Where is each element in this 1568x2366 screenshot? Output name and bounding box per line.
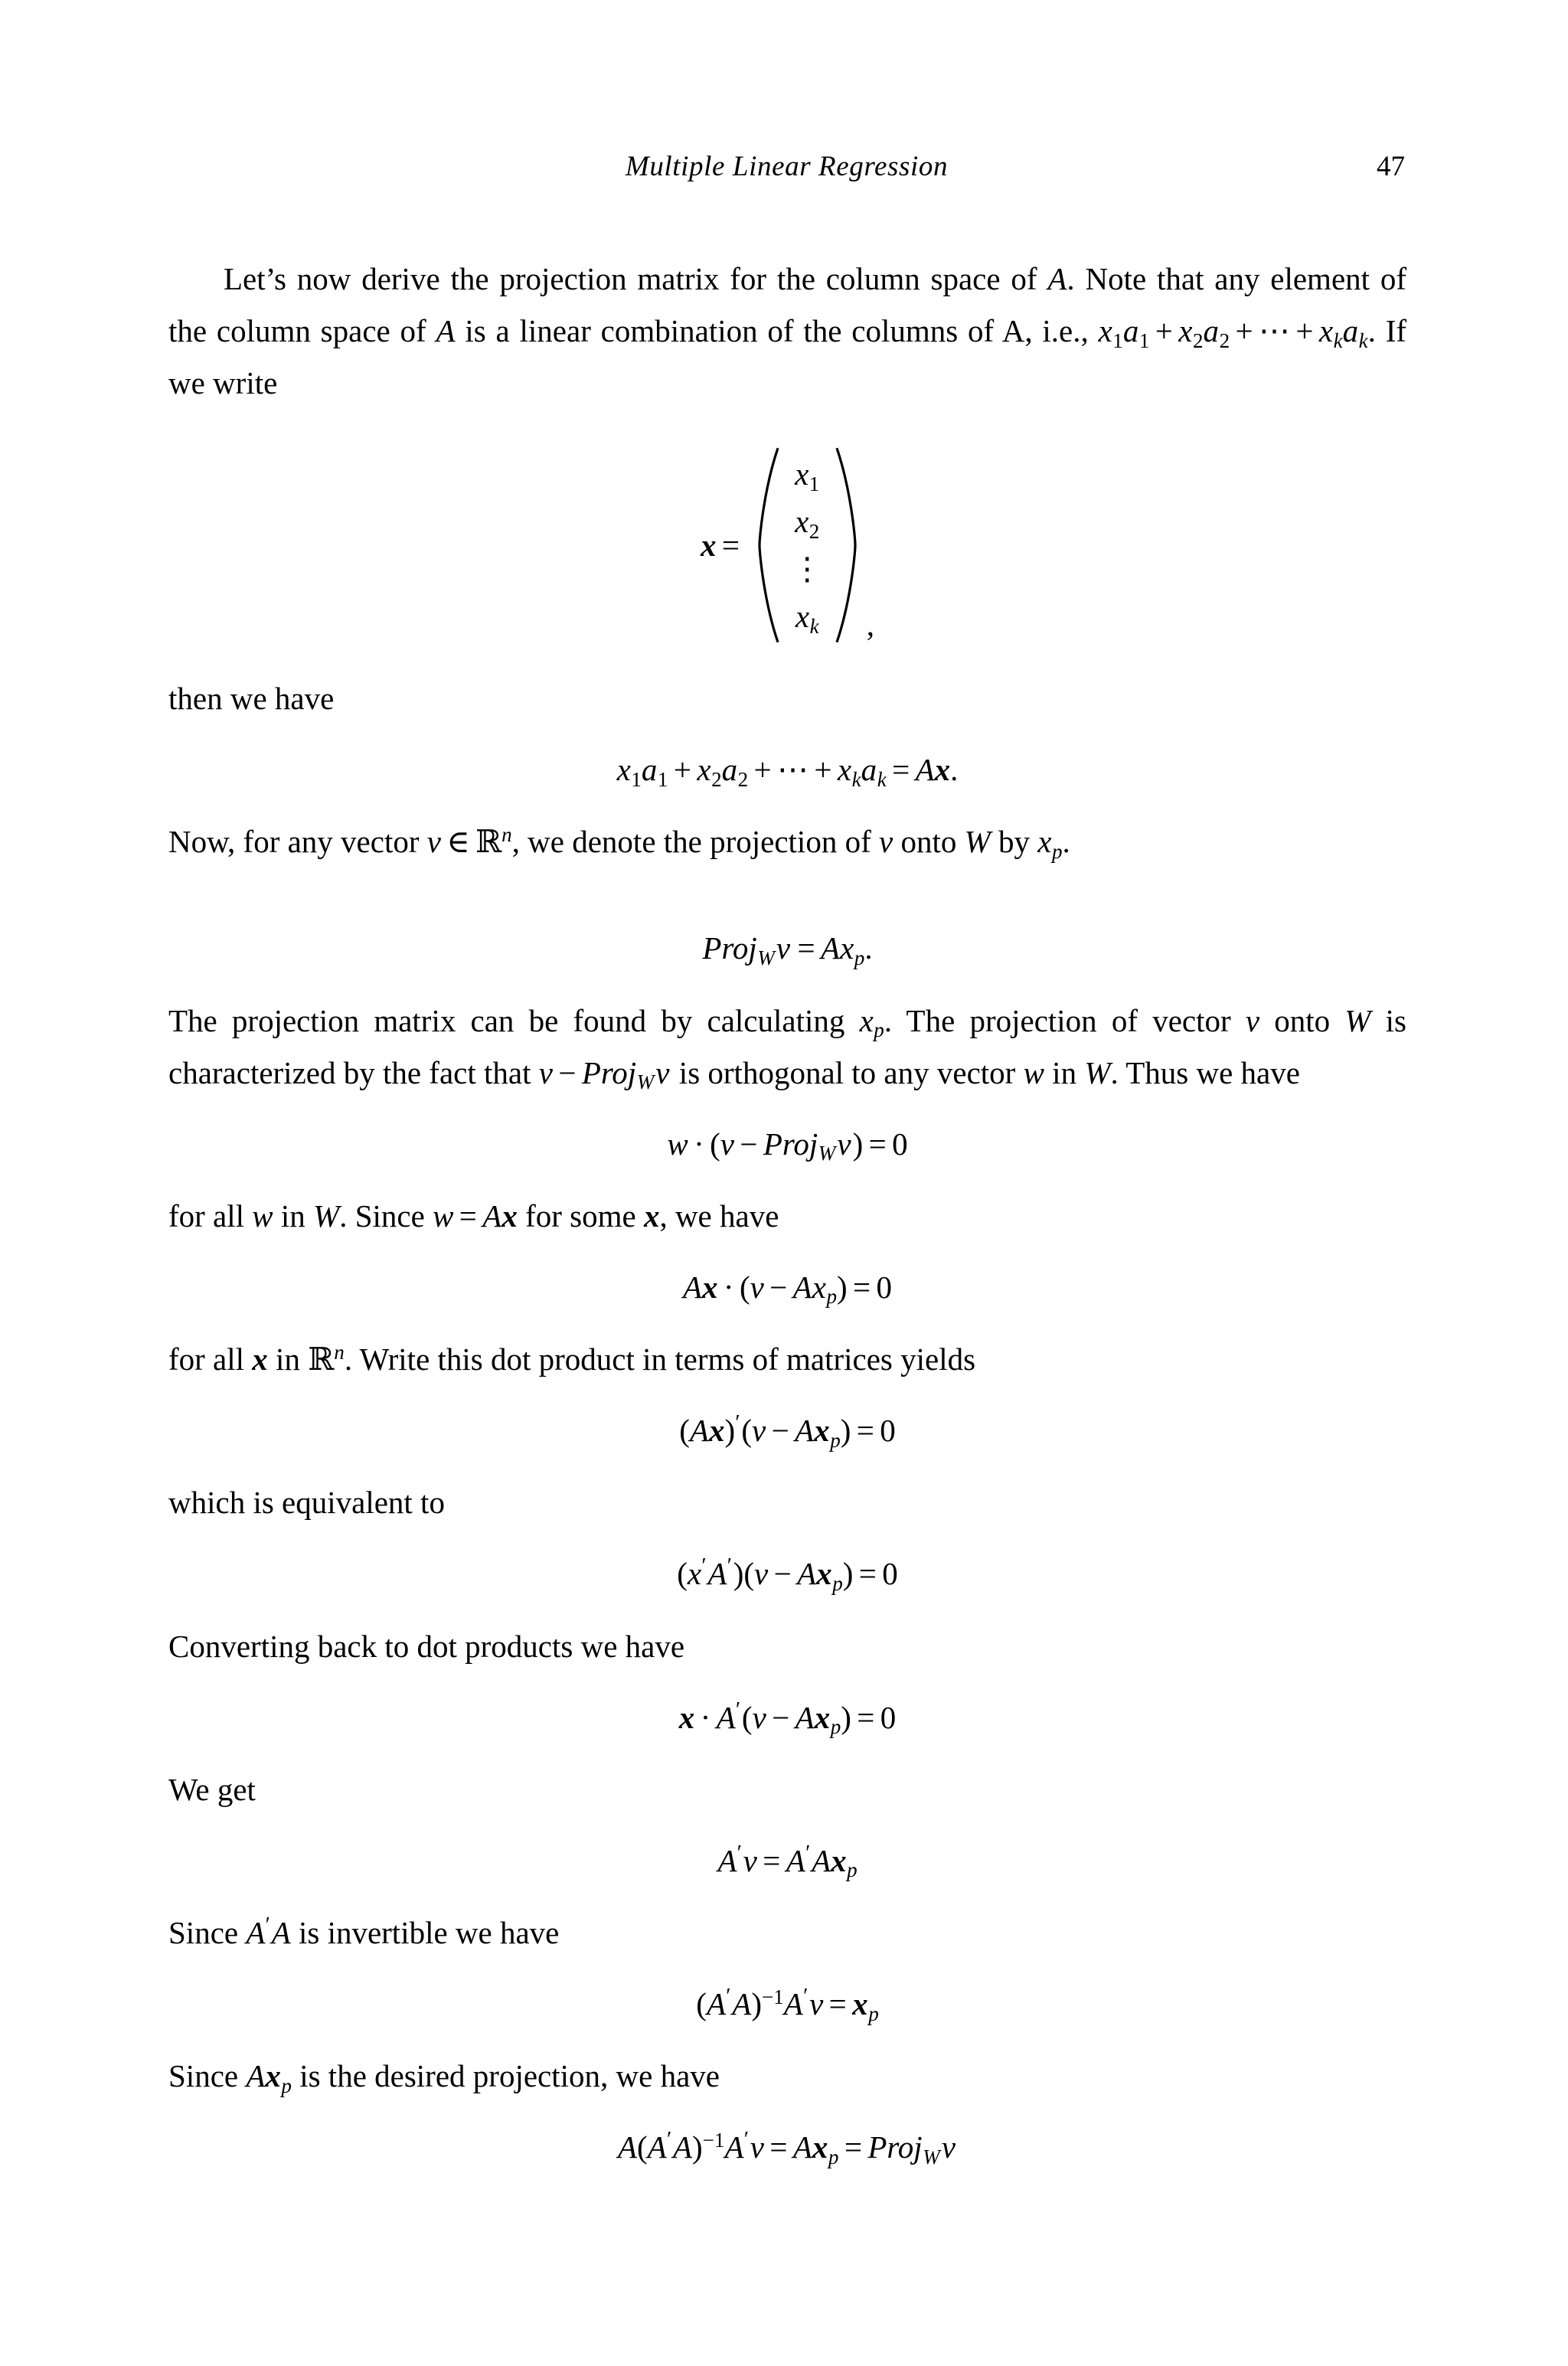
math-right-paren: ) [751, 1986, 762, 2021]
math-subscript: p [826, 1285, 837, 1309]
math-var-A: A [724, 2129, 744, 2165]
math-operator-equals: = [763, 1842, 781, 1878]
math-prime: ′ [737, 1840, 742, 1865]
math-operator-dot: · [723, 1269, 734, 1305]
math-prime: ′ [803, 1984, 808, 2009]
spacer [168, 2024, 1406, 2050]
math-left-paren: ( [677, 1556, 688, 1592]
math-var-v: v [837, 1126, 851, 1162]
spacer [168, 724, 1406, 750]
math-number-zero: 0 [892, 1126, 908, 1162]
math-prime: ′ [727, 1554, 732, 1579]
math-var-A: A [482, 1198, 502, 1234]
text-run: . Thus we have [1110, 1054, 1300, 1090]
math-var-x-bold: x [702, 1269, 718, 1305]
spacer [168, 1737, 1406, 1763]
display-equation-normal-equations [168, 1841, 1406, 1881]
display-equation-vector-x [168, 444, 1406, 646]
math-left-paren: ( [743, 1556, 755, 1592]
math-var-x-bold: x [816, 1556, 832, 1592]
inline-math-linear-combination [1098, 313, 1368, 352]
math-var-A: A [732, 1986, 752, 2021]
matrix-column-entries [781, 444, 834, 646]
math-subscript: p [828, 2145, 839, 2168]
math-var-x: x [697, 752, 711, 787]
spacer [168, 1099, 1406, 1125]
math-var-A: A [706, 1986, 726, 2021]
matrix-parenthesized [755, 444, 860, 646]
math-var-v: v [720, 1126, 734, 1162]
math-var-x: x [859, 1002, 874, 1038]
paragraph-which-is-equivalent: which is equivalent to [168, 1485, 445, 1521]
math-prime: ′ [805, 1840, 811, 1865]
text-run: . If we write [168, 313, 1407, 400]
math-subscript: 2 [711, 767, 722, 791]
math-left-paren: ( [741, 1699, 753, 1735]
math-cdots: ⋯ [1258, 313, 1290, 348]
math-var-A: A [792, 2129, 812, 2165]
math-var-a: a [1342, 313, 1359, 348]
equation-lhs [701, 527, 755, 564]
math-operator-equals: = [721, 528, 740, 563]
math-var-w: w [667, 1126, 688, 1162]
math-operator-dot: · [694, 1126, 704, 1162]
math-cdots: ⋯ [777, 752, 809, 787]
math-left-paren: ( [741, 1413, 753, 1448]
text-run: for some [517, 1198, 644, 1234]
math-operator-equals: = [459, 1198, 477, 1234]
text-run: in [1044, 1054, 1085, 1090]
text-run: . Since [339, 1198, 433, 1234]
math-right-paren: ) [724, 1413, 736, 1448]
math-var-v: v [752, 1413, 766, 1448]
math-right-paren: ) [840, 1413, 851, 1448]
math-var-a: a [861, 752, 877, 787]
math-operator-plus: + [1235, 313, 1253, 348]
text-run: Since [168, 2058, 247, 2094]
math-subscript: 2 [1193, 328, 1204, 352]
math-operator-equals: = [797, 930, 815, 966]
math-blackboard-R: ℝ [475, 823, 502, 861]
text-run: in [273, 1198, 314, 1234]
math-var-x: x [795, 599, 810, 634]
math-var-v: v [750, 2129, 764, 2165]
math-var-x: x [1318, 313, 1334, 348]
math-var-x-bold: x [814, 1699, 831, 1735]
math-operator-equals: = [828, 1986, 847, 2021]
math-var-x-bold: x [252, 1341, 268, 1377]
spacer [168, 1385, 1406, 1411]
display-equation-projection-definition [168, 929, 1406, 968]
running-head-title: Multiple Linear Regression [625, 151, 949, 182]
paragraph-intro [168, 253, 1406, 409]
math-prime: ′ [735, 1697, 741, 1722]
math-var-A: A [795, 1413, 815, 1448]
math-subscript: 1 [1112, 328, 1123, 352]
math-left-paren: ( [696, 1986, 707, 2021]
spacer [168, 646, 1406, 672]
math-right-paren: ) [842, 1556, 854, 1592]
text-run: Since [168, 1915, 247, 1950]
math-var-A: A [783, 1986, 803, 2021]
math-operator-minus: − [740, 1126, 758, 1162]
text-run: by [990, 824, 1038, 860]
math-var-x: x [812, 1269, 826, 1305]
math-operator-plus: + [814, 752, 832, 787]
text-run: , we denote the projection of [511, 824, 879, 860]
math-subscript: p [830, 1715, 841, 1739]
math-var-x-bold: x [501, 1198, 518, 1234]
display-equation-projection-matrix-final [168, 2128, 1406, 2167]
paragraph-for-all-w [168, 1190, 1406, 1242]
math-superscript: n [334, 1340, 345, 1364]
math-var-v: v [809, 1986, 824, 2021]
math-var-x-bold: x [934, 752, 951, 787]
math-number-zero: 0 [880, 1413, 896, 1448]
math-left-paren: ( [636, 2129, 648, 2165]
math-right-paren: ) [692, 2129, 703, 2165]
math-right-paren: ) [841, 1699, 851, 1735]
math-var-x-bold: x [708, 1413, 725, 1448]
math-right-paren: ) [836, 1269, 848, 1305]
math-var-w: w [433, 1198, 454, 1234]
math-var-x: x [687, 1556, 702, 1592]
spacer [168, 789, 1406, 815]
math-var-x: x [1178, 313, 1193, 348]
math-operator-equals: = [853, 1269, 871, 1305]
math-subscript: 2 [808, 519, 820, 543]
math-var-A: A [689, 1413, 709, 1448]
math-var-x-bold: x [678, 1699, 695, 1735]
math-var-A: A [795, 1699, 815, 1735]
math-prime: ′ [701, 1554, 707, 1579]
spacer [168, 969, 1406, 995]
math-subscript-W: W [923, 2145, 940, 2168]
spacer [168, 1450, 1406, 1476]
math-superscript: n [501, 823, 512, 847]
matrix-entry [795, 450, 819, 498]
math-var-A: A [647, 2129, 667, 2165]
math-subscript-W: W [757, 946, 775, 969]
paragraph-for-all-x-in-Rn [168, 1333, 1406, 1385]
math-right-paren: ) [852, 1126, 864, 1162]
math-operator-plus: + [673, 752, 691, 787]
math-operator-plus: + [753, 752, 772, 787]
math-subscript: 1 [631, 767, 642, 791]
math-var-A: A [1047, 261, 1067, 296]
math-subscript: 2 [1219, 328, 1230, 352]
math-var-A: A [915, 752, 935, 787]
spacer [168, 409, 1406, 444]
math-var-v: v [776, 930, 791, 966]
equation-trailing-comma: , [866, 606, 874, 642]
math-var-w: w [252, 1198, 273, 1234]
display-equation-Ax-dot [168, 1268, 1406, 1307]
math-operator-minus: − [558, 1054, 577, 1090]
math-var-x: x [840, 930, 854, 966]
math-subscript: k [1333, 328, 1343, 352]
spacer [168, 1528, 1406, 1554]
text-run: , we have [659, 1198, 779, 1234]
paragraph-now-for-any-vector [168, 815, 1406, 868]
math-var-a: a [1203, 313, 1220, 348]
spacer [168, 1594, 1406, 1620]
math-subscript: p [281, 2074, 292, 2097]
text-run: is orthogonal to any vector [671, 1054, 1024, 1090]
math-prime: ′ [743, 2127, 750, 2152]
math-var-A: A [246, 2058, 266, 2094]
math-blackboard-R: ℝ [308, 1341, 335, 1377]
math-var-x-bold: x [852, 1986, 868, 2021]
math-var-a: a [1122, 313, 1139, 348]
matrix-vertical-dots: ⋮ [791, 551, 823, 587]
math-operator-equals: = [892, 752, 910, 787]
spacer [168, 903, 1406, 929]
math-prime: ′ [265, 1913, 270, 1938]
math-var-a: a [721, 752, 738, 787]
spacer [168, 1815, 1406, 1841]
math-var-A: A [682, 1269, 703, 1305]
math-var-v: v [743, 1842, 757, 1878]
math-var-A: A [617, 2129, 637, 2165]
paragraph-we-get: We get [168, 1771, 256, 1807]
math-var-A: A [716, 1699, 736, 1735]
math-operator-minus: − [772, 1699, 790, 1735]
right-paren-icon [834, 444, 860, 646]
matrix-entry [795, 498, 819, 545]
math-var-x: x [1037, 824, 1052, 860]
math-var-A: A [797, 1556, 817, 1592]
math-var-x-bold: x [814, 1413, 830, 1448]
math-var-A: A [672, 2129, 692, 2165]
running-head [168, 150, 1405, 196]
text-run: in [267, 1341, 309, 1377]
math-var-x: x [1098, 313, 1112, 348]
math-subscript: 1 [1138, 328, 1150, 352]
math-subscript: 1 [657, 767, 668, 791]
math-number-zero: 0 [880, 1699, 897, 1735]
math-var-x-bold: x [812, 2129, 828, 2165]
spacer [168, 1672, 1406, 1698]
math-var-W: W [1344, 1002, 1371, 1038]
text-run: Let’s now derive the projection matrix for the column space of [224, 261, 1048, 296]
math-var-v: v [754, 1556, 769, 1592]
math-var-w: w [1023, 1054, 1044, 1090]
paragraph-since-desired-projection [168, 2050, 1406, 2102]
math-operator-equals: = [844, 2129, 862, 2165]
math-operator-minus: − [769, 1269, 788, 1305]
math-var-x-bold: x [265, 2058, 281, 2094]
math-operator-dot: · [700, 1699, 711, 1735]
math-left-paren: ( [710, 1126, 720, 1162]
math-var-v: v [538, 1054, 553, 1090]
math-var-v: v [752, 1699, 766, 1735]
math-period: . [864, 930, 873, 966]
display-equation-expanded-transpose [168, 1554, 1406, 1593]
math-operator-plus: + [1295, 313, 1314, 348]
math-var-v: v [941, 2129, 956, 2165]
math-operator-Proj: Proj [867, 2129, 923, 2165]
text-run: . [1062, 824, 1070, 860]
text-run: for all [168, 1198, 253, 1234]
math-var-A: A [436, 313, 456, 348]
paragraph-since-invertible [168, 1907, 1406, 1959]
math-var-W: W [313, 1198, 340, 1234]
math-number-zero: 0 [876, 1269, 893, 1305]
text-run: Now, for any vector [168, 824, 427, 860]
math-subscript: k [877, 767, 887, 791]
math-exponent-inverse: −1 [702, 2129, 725, 2152]
math-var-x-bold: x [831, 1842, 847, 1878]
math-subscript: k [1358, 328, 1368, 352]
math-var-W: W [964, 824, 991, 860]
text-run: . Note that any element of the column space of [168, 261, 1406, 348]
math-var-A: A [821, 930, 841, 966]
spacer [168, 1242, 1406, 1268]
math-var-A: A [786, 1842, 805, 1878]
math-var-A: A [246, 1915, 266, 1950]
math-operator-equals: = [856, 1413, 874, 1448]
math-var-x: x [616, 752, 631, 787]
display-equation-transpose-form [168, 1411, 1406, 1450]
spacer [168, 1959, 1406, 1985]
math-var-x-bold: x [643, 1198, 660, 1234]
math-prime: ′ [735, 1410, 740, 1436]
math-operator-Proj: Proj [763, 1126, 818, 1162]
math-exponent-inverse: −1 [761, 1985, 784, 2008]
inline-math-v-minus-proj [538, 1054, 671, 1094]
math-subscript: p [847, 1858, 858, 1882]
display-equation-solved-xp [168, 1985, 1406, 2024]
display-equation-dot-product-form [168, 1698, 1406, 1737]
math-var-a: a [641, 752, 658, 787]
math-prime: ′ [666, 2127, 672, 2152]
math-var-x: x [795, 504, 809, 539]
text-run: . Write this dot product in terms of matrices yields [344, 1341, 976, 1377]
math-subscript: k [809, 614, 819, 638]
math-left-paren: ( [739, 1269, 750, 1305]
math-subscript-W: W [818, 1142, 836, 1165]
paragraph-projection-matrix [168, 995, 1406, 1099]
math-var-A: A [812, 1842, 831, 1878]
math-operator-plus: + [1155, 313, 1173, 348]
text-column [168, 253, 1406, 2168]
text-run: The projection matrix can be found by calculating [168, 1002, 860, 1038]
math-var-v: v [655, 1054, 670, 1090]
spacer [168, 2102, 1406, 2128]
spacer [168, 1307, 1406, 1333]
text-run: is the desired projection, we have [291, 2058, 720, 2094]
math-operator-minus: − [773, 1556, 792, 1592]
math-subscript: p [874, 1018, 884, 1042]
text-run: . The projection of vector [884, 1002, 1246, 1038]
math-operator-equals: = [857, 1699, 875, 1735]
math-subscript: k [851, 767, 861, 791]
math-var-v: v [426, 824, 441, 860]
math-var-x: x [795, 456, 809, 492]
page-number: 47 [1377, 151, 1405, 182]
math-var-A: A [717, 1842, 737, 1878]
math-left-paren: ( [679, 1413, 690, 1448]
math-subscript: p [868, 2002, 879, 2025]
math-operator-minus: − [771, 1413, 789, 1448]
paragraph-converting-back: Converting back to dot products we have [168, 1628, 685, 1664]
math-subscript: 1 [808, 472, 820, 495]
math-var-v: v [1245, 1002, 1260, 1038]
math-var-W: W [1084, 1054, 1111, 1090]
math-operator-element-of: ∈ [446, 824, 470, 860]
left-paren-icon [755, 444, 781, 646]
spacer [168, 868, 1406, 903]
text-run: for all [168, 1341, 253, 1377]
math-number-zero: 0 [882, 1556, 898, 1592]
math-subscript: 2 [737, 767, 749, 791]
math-var-A: A [271, 1915, 291, 1950]
math-subscript: p [830, 1428, 841, 1452]
math-operator-Proj: Proj [702, 930, 757, 966]
text-run: onto [893, 824, 965, 860]
math-subscript: p [832, 1571, 843, 1595]
math-var-x-bold: x [701, 528, 717, 563]
display-equation-sum-equals-Ax [168, 750, 1406, 789]
math-var-A: A [792, 1269, 812, 1305]
matrix-entry [795, 593, 819, 640]
paragraph-then-we-have: then we have [168, 681, 335, 716]
text-run: is invertible we have [290, 1915, 560, 1950]
text-run: is characterized by the fact that [168, 1002, 1406, 1090]
spacer [168, 1164, 1406, 1190]
math-var-v: v [750, 1269, 764, 1305]
math-operator-Proj: Proj [581, 1054, 637, 1090]
math-subscript: p [854, 946, 865, 969]
display-equation-orthogonality [168, 1125, 1406, 1164]
math-period: . [950, 752, 959, 787]
math-subscript: p [1051, 839, 1063, 863]
text-run: onto [1259, 1002, 1345, 1038]
text-run: is a linear combination of the columns of A, i.e., [455, 313, 1099, 348]
math-var-x: x [837, 752, 852, 787]
math-var-v: v [878, 824, 893, 860]
math-operator-equals: = [858, 1556, 877, 1592]
math-right-paren: ) [733, 1556, 744, 1592]
math-operator-equals: = [868, 1126, 887, 1162]
math-prime: ′ [726, 1984, 731, 2009]
math-var-A: A [707, 1556, 727, 1592]
spacer [168, 1881, 1406, 1907]
math-operator-equals: = [769, 2129, 788, 2165]
math-subscript-W: W [636, 1070, 655, 1094]
